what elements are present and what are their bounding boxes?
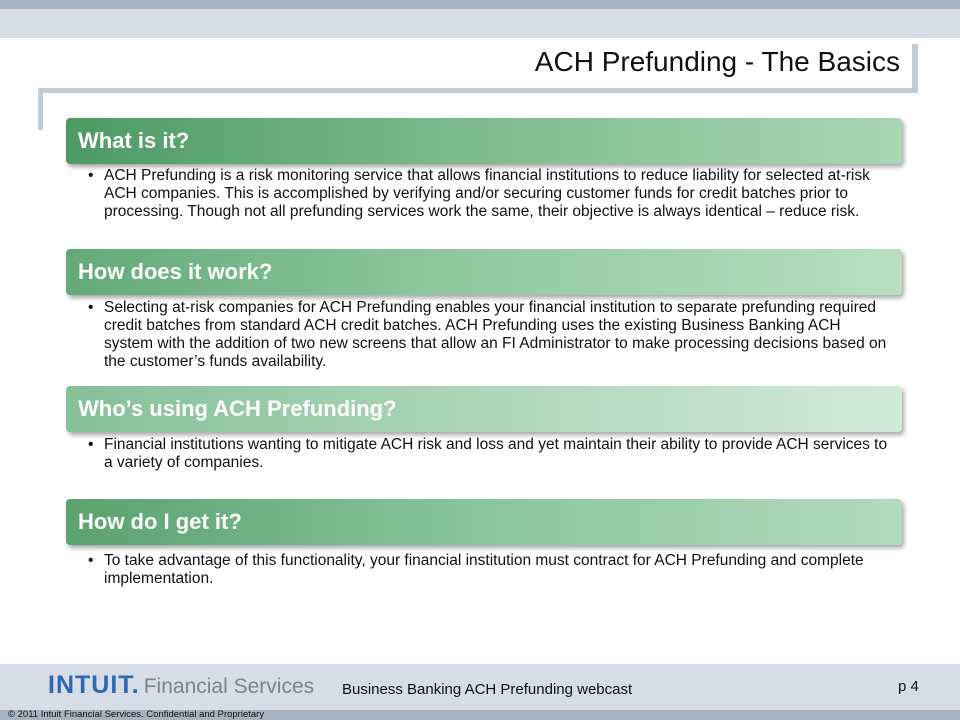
page-number: p 4 xyxy=(898,678,919,695)
page-title: ACH Prefunding - The Basics xyxy=(534,46,900,77)
section-body-how-does-it-work xyxy=(88,299,888,371)
footer-webcast-title: Business Banking ACH Prefunding webcast xyxy=(342,681,633,698)
bullet-text: To take advantage of this functionality, your financial institution must contract for ACH Prefunding and complete implementation. xyxy=(104,552,864,587)
bullet-icon: • xyxy=(88,436,94,453)
bullet-icon: • xyxy=(88,299,94,316)
title-frame-right-rule xyxy=(912,44,918,92)
bullet-icon: • xyxy=(88,167,94,184)
section-body-what-is-it xyxy=(88,167,888,221)
title-frame-left-rule xyxy=(38,88,43,130)
top-decorative-band xyxy=(0,0,960,9)
intuit-financial-services-logo xyxy=(48,670,314,704)
bullet-text: Financial institutions wanting to mitigate ACH risk and loss and yet maintain their ability to provide ACH services to a variety of companies. xyxy=(104,436,888,471)
section-header-what-is-it: What is it? xyxy=(66,118,902,164)
section-body-how-do-i-get-it xyxy=(88,552,888,588)
title-frame-bottom-rule xyxy=(38,88,918,93)
logo-suffix-text: Financial Services xyxy=(143,675,315,698)
section-header-how-do-i-get-it: How do I get it? xyxy=(66,499,902,545)
section-header-how-does-it-work: How does it work? xyxy=(66,249,902,295)
bullet-icon: • xyxy=(88,552,94,569)
section-body-whos-using xyxy=(88,436,888,472)
bullet-text: ACH Prefunding is a risk monitoring service that allows financial institutions to reduce liability for selected at-risk ACH companies. This is accomplished by verifying and/or securing customer funds for credit batches prior to processing. Though not all prefunding services work the same, their objective is always identical – reduce risk. xyxy=(104,167,870,220)
copyright-notice: © 2011 Intuit Financial Services. Confidential and Proprietary xyxy=(8,709,265,720)
bullet-text: Selecting at-risk companies for ACH Prefunding enables your financial institution to separate prefunding required credit batches from standard ACH credit batches. ACH Prefunding uses the existing Business Banking ACH system with the addition of two new screens that allow an FI Administrator to make processing decisions based on the customer’s funds availability. xyxy=(104,299,887,370)
top-header-bar xyxy=(0,9,960,38)
logo-brand-text: INTUIT. xyxy=(48,671,140,699)
section-header-whos-using: Who’s using ACH Prefunding? xyxy=(66,386,902,432)
